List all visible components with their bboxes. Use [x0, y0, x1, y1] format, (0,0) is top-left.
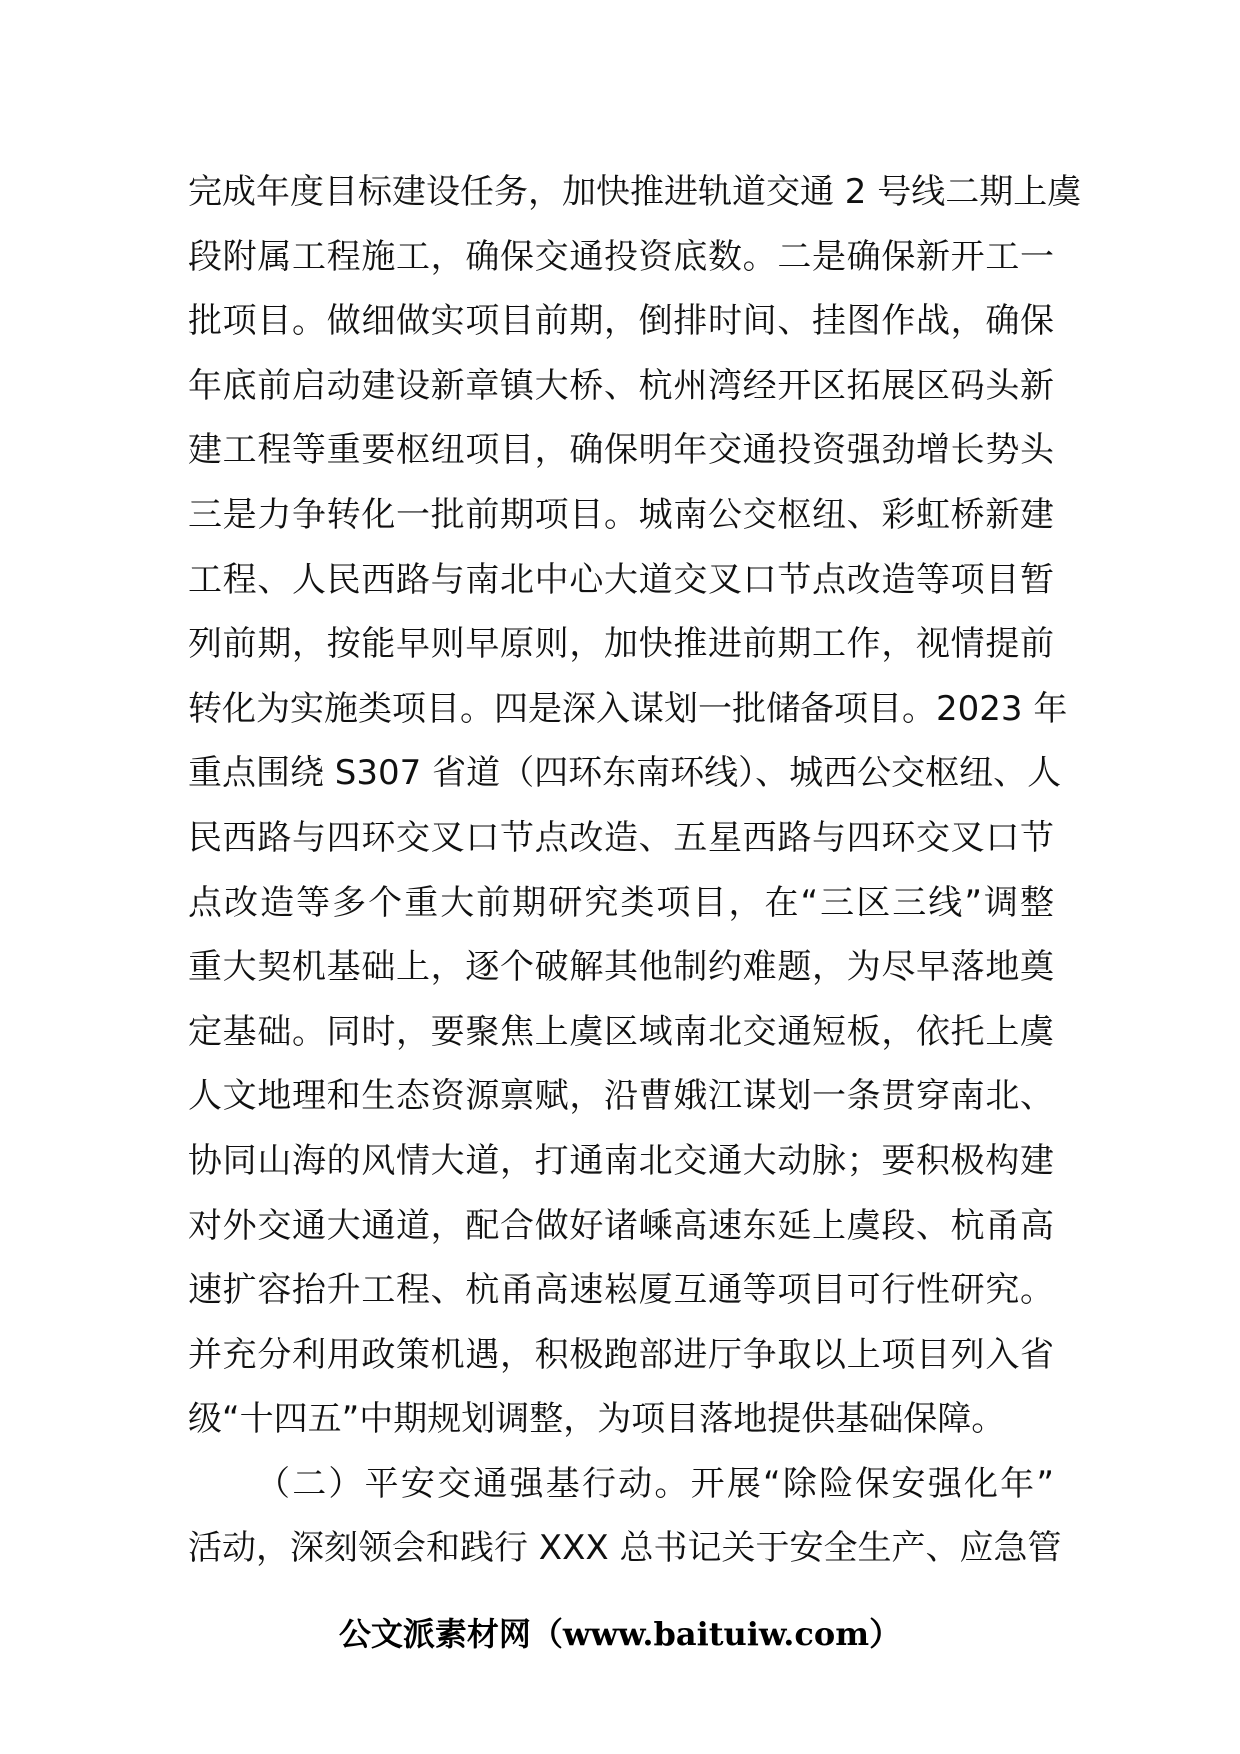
footer-watermark: 公文派素材网（www.baituiw.com） [338, 1615, 902, 1653]
text-line: 三是力争转化一批前期项目。城南公交枢纽、彩虹桥新建 [188, 494, 1054, 535]
text-line: 列前期，按能早则早原则，加快推进前期工作，视情提前 [188, 624, 1054, 665]
text-line: 重大契机基础上，逐个破解其他制约难题，为尽早落地奠 [188, 947, 1054, 988]
text-line: 完成年度目标建设任务，加快推进轨道交通 2 号线二期上虞 [188, 172, 1082, 212]
text-line: 对外交通大通道，配合做好诸嵊高速东延上虞段、杭甬高 [188, 1205, 1054, 1246]
text-line: 建工程等重要枢纽项目，确保明年交通投资强劲增长势头 [188, 430, 1054, 471]
text-line: 定基础。同时，要聚焦上虞区域南北交通短板，依托上虞 [188, 1011, 1054, 1052]
text-line: 年底前启动建设新章镇大桥、杭州湾经开区拓展区码头新 [188, 365, 1054, 406]
text-line: 人文地理和生态资源禀赋，沿曹娥江谋划一条贯穿南北、 [188, 1076, 1054, 1117]
text-line: 工程、人民西路与南北中心大道交叉口节点改造等项目暂 [188, 559, 1054, 600]
body-text [188, 160, 1082, 1581]
text-line: 转化为实施类项目。四是深入谋划一批储备项目。2023 年 [188, 688, 1068, 729]
text-line: 批项目。做细做实项目前期，倒排时间、挂图作战，确保 [188, 301, 1054, 342]
text-line: 段附属工程施工，确保交通投资底数。二是确保新开工一 [188, 236, 1054, 277]
text-line: 重点围绕 S307 省道（四环东南环线）、城西公交枢纽、人 [188, 753, 1062, 794]
text-line: 活动，深刻领会和践行 XXX 总书记关于安全生产、应急管 [188, 1528, 1062, 1569]
text-line: 级“十四五”中期规划调整，为项目落地提供基础保障。 [188, 1399, 1006, 1440]
text-line: 并充分利用政策机遇，积极跑部进厅争取以上项目列入省 [188, 1334, 1054, 1375]
text-line: 速扩容抬升工程、杭甬高速崧厦互通等项目可行性研究。 [188, 1270, 1054, 1311]
text-line: 民西路与四环交叉口节点改造、五星西路与四环交叉口节 [188, 817, 1054, 858]
text-line: 点改造等多个重大前期研究类项目，在“三区三线”调整 [188, 882, 1054, 923]
text-line: 协同山海的风情大道，打通南北交通大动脉；要积极构建 [188, 1140, 1054, 1181]
section-heading-line: （二）平安交通强基行动。开展“除险保安强化年” [256, 1463, 1054, 1504]
